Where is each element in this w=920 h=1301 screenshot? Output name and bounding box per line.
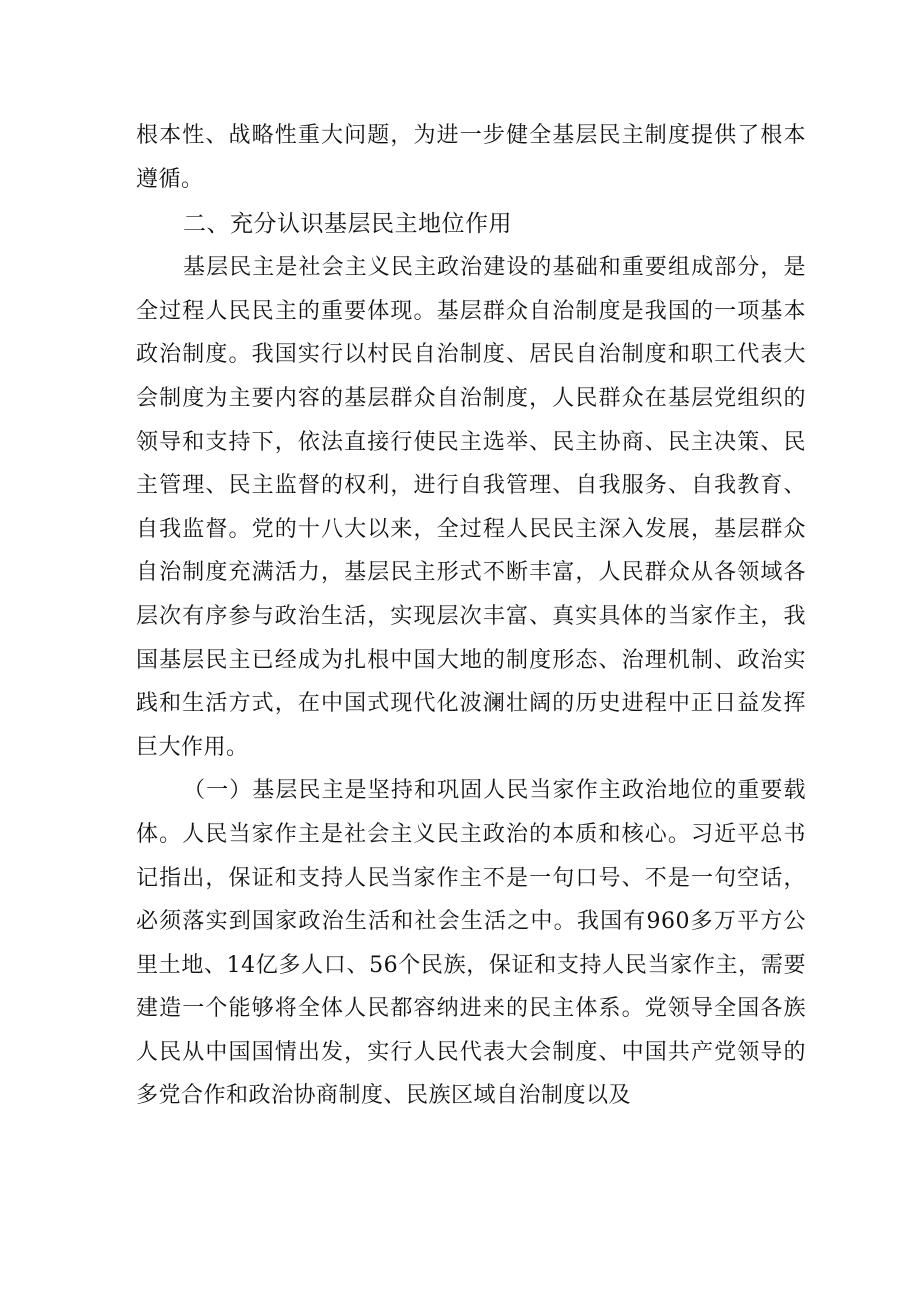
document-body [136, 114, 806, 1118]
paragraph-grassroots-democracy: 基层民主是社会主义民主政治建设的基础和重要组成部分，是全过程人民民主的重要体现。基层群众自治制度是我国的一项基本政治制度。我国实行以村民自治制度、居民自治制度和职工代表大会制度为主要内容的基层群众自治制度，人民群众在基层党组织的领导和支持下，依法直接行使民主选举、民主协商、民主决策、民主管理、民主监督的权利，进行自我管理、自我服务、自我教育、自我监督。党的十八大以来，全过程人民民主深入发展，基层群众自治制度充满活力，基层民主形式不断丰富，人民群众从各领域各层次有序参与政治生活，实现层次丰富、真实具体的当家作主，我国基层民主已经成为扎根中国大地的制度形态、治理机制、政治实践和生活方式，在中国式现代化波澜壮阔的历史进程中正日益发挥巨大作用。 [136, 255, 806, 760]
section-heading: 二、充分认识基层民主地位作用 [183, 211, 512, 238]
paragraph-subsection-one: （一）基层民主是坚持和巩固人民当家作主政治地位的重要载体。人民当家作主是社会主义民主政治的本质和核心。习近平总书记指出，保证和支持人民当家作主不是一句口号、不是一句空话，必须落实到国家政治生活和社会生活之中。我国有960多万平方公里土地、14亿多人口、56个民族，保证和支持人民当家作主，需要建造一个能够将全体人民都容纳进来的民主体系。党领导全国各族人民从中国国情出发，实行人民代表大会制度、中国共产党领导的多党合作和政治协商制度、民族区域自治制度以及 [136, 778, 806, 1109]
paragraph-continuation: 根本性、战略性重大问题，为进一步健全基层民主制度提供了根本遵循。 [136, 123, 806, 192]
